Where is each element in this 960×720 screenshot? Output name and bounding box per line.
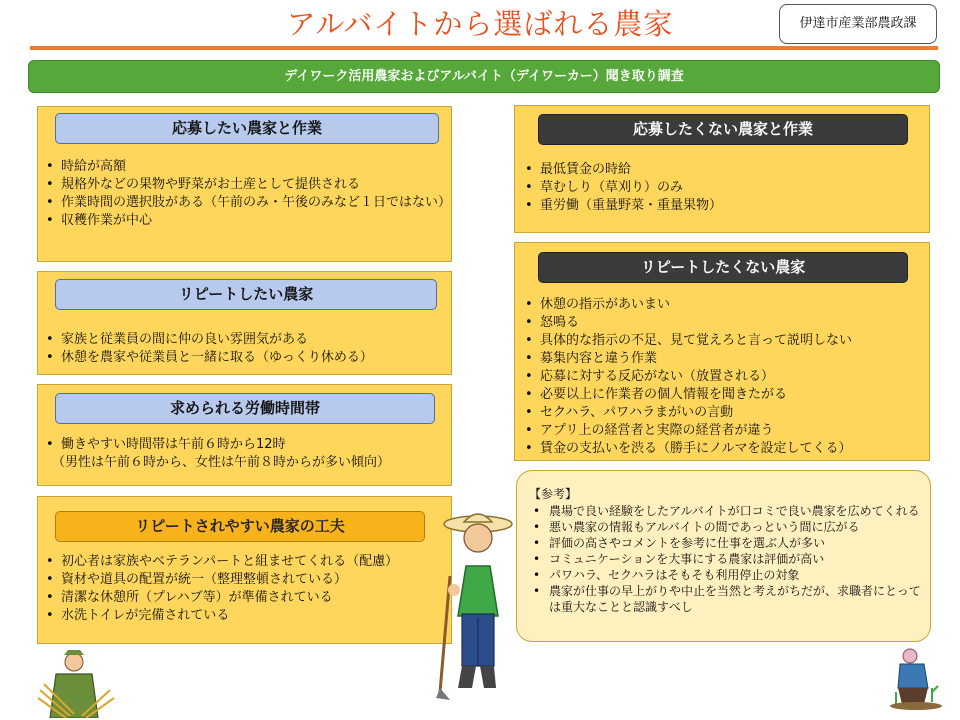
not-repeat-heading: リピートしたくない農家 [538,252,908,283]
repeat-tips-list [41,553,451,625]
farmer-with-hoe-illustration [436,506,520,702]
reference-heading: 【参考】 [529,487,578,501]
list-item: • セクハラ、パワハラまがいの言動 [520,404,925,422]
reference-box [516,470,931,642]
list-item: • 家族と従業員の間に仲の良い雰囲気がある [41,331,446,349]
list-item: • 最低賃金の時給 [520,161,925,179]
list-item: • 具体的な指示の不足、見て覚えろと言って説明しない [520,332,925,350]
reference-list [527,503,922,615]
want-apply-list [41,158,452,230]
list-item: • 農家が仕事の早上がりや中止を当然と考えがちだが、求職者にとっては重大なことと認識すべし [527,583,922,615]
hours-heading: 求められる労働時間帯 [55,393,435,424]
repeat-tips-heading: リピートされやすい農家の工夫 [55,511,425,542]
list-item: • アプリ上の経営者と実際の経営者が違う [520,422,925,440]
hours-note: （男性は午前６時から、女性は午前８時からが多い傾向） [52,455,391,470]
title-underline [30,46,938,50]
list-item: • 初心者は家族やベテランパートと組ませてくれる（配慮） [41,553,451,571]
hours-panel [37,384,452,486]
woman-farmer-planting-illustration [888,648,946,710]
not-apply-panel [514,105,930,233]
list-item: • コミュニケーションを大事にする農家は評価が高い [527,551,922,567]
list-item: • 怒鳴る [520,314,925,332]
not-repeat-panel [514,242,930,461]
not-apply-list [520,161,925,215]
hours-list [41,436,446,454]
list-item: • 働きやすい時間帯は午前６時から12時 [41,436,446,454]
list-item: • 時給が高額 [41,158,446,176]
want-apply-panel [37,106,452,262]
list-item: • 募集内容と違う作業 [520,350,925,368]
list-item: • 評価の高さやコメントを参考に仕事を選ぶ人が多い [527,535,922,551]
list-item: • 草むしり（草刈り）のみ [520,179,925,197]
list-item: • 清潔な休憩所（プレハブ等）が準備されている [41,589,451,607]
list-item: • 応募に対する反応がない（放置される） [520,368,925,386]
list-item: • 悪い農家の情報もアルバイトの間であっという間に広がる [527,519,922,535]
not-repeat-list [520,296,925,458]
list-item: • 水洗トイレが完備されている [41,607,451,625]
page-title: アルバイトから選ばれる農家 [286,7,674,41]
department-label: 伊達市産業部農政課 [779,4,937,44]
list-item: • 収穫作業が中心 [41,212,446,230]
not-apply-heading: 応募したくない農家と作業 [538,114,908,145]
survey-banner: デイワーク活用農家およびアルバイト（デイワーカー）聞き取り調査 [28,60,940,93]
list-item: • 資材や道具の配置が統一（整理整頓されている） [41,571,451,589]
list-item: • 賃金の支払いを渋る（勝手にノルマを設定してくる） [520,440,925,458]
want-repeat-list [41,331,446,367]
want-repeat-heading: リピートしたい農家 [55,279,437,310]
list-item: • 重労働（重量野菜・重量果物） [520,197,925,215]
want-apply-heading: 応募したい農家と作業 [55,113,439,144]
list-item: • 作業時間の選択肢がある（午前のみ・午後のみなど１日ではない） [41,194,446,212]
list-item: • 必要以上に作業者の個人情報を聞きたがる [520,386,925,404]
farmer-with-harvest-illustration [36,650,116,718]
list-item: • パワハラ、セクハラはそもそも利用停止の対象 [527,567,922,583]
repeat-tips-panel [37,496,452,644]
list-item: • 農場で良い経験をしたアルバイトが口コミで良い農家を広めてくれる [527,503,922,519]
want-repeat-panel [37,271,452,375]
list-item: • 規格外などの果物や野菜がお土産として提供される [41,176,446,194]
list-item: • 休憩を農家や従業員と一緒に取る（ゆっくり休める） [41,349,446,367]
list-item: • 休憩の指示があいまい [520,296,925,314]
